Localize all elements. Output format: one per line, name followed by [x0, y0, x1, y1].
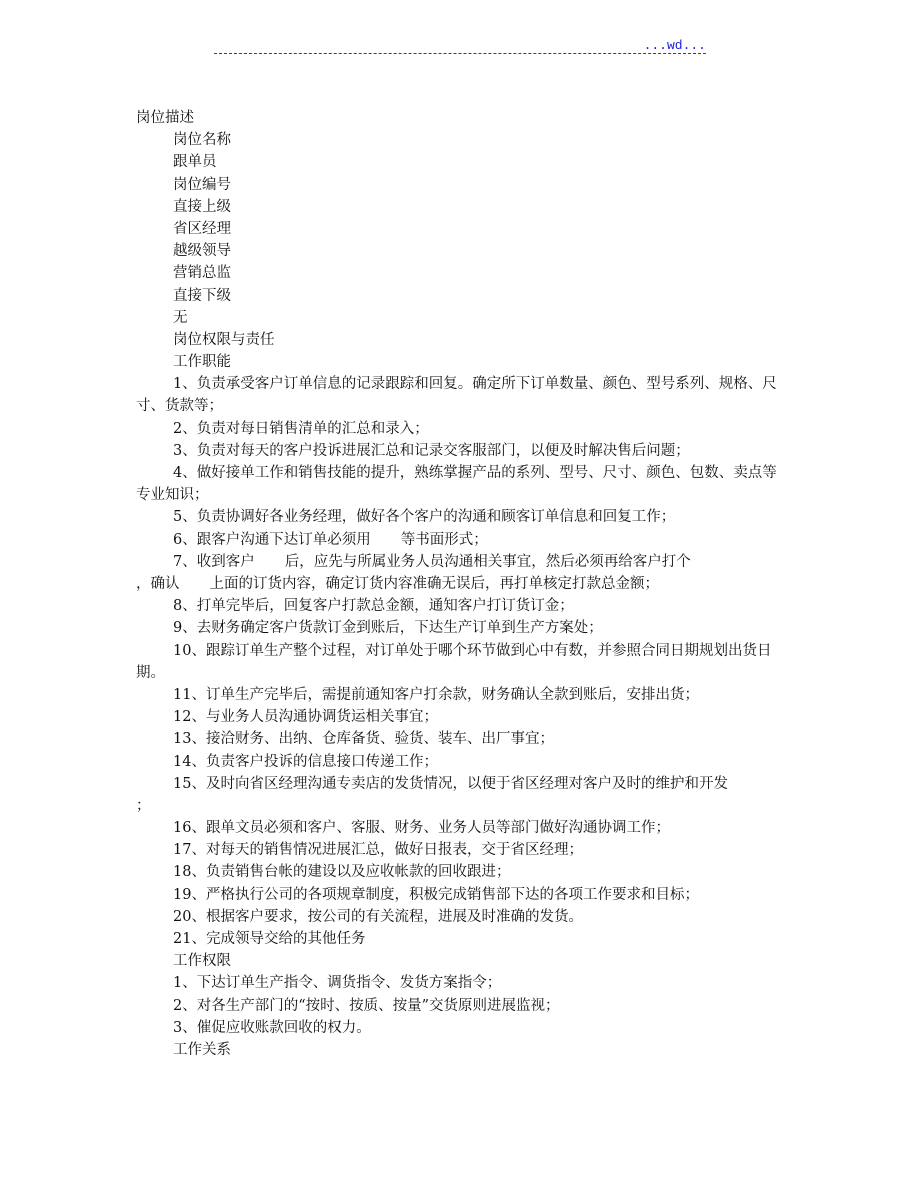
duty-item-2: 2、负责对每日销售清单的汇总和录入；	[173, 420, 429, 437]
duty-item-16: 16、跟单文员必须和客户、客服、财务、业务人员等部门做好沟通协调工作；	[173, 820, 670, 837]
duty-item-7-line-2	[136, 573, 786, 595]
duty-item-7-part-c: ，确认	[136, 576, 180, 592]
section-heading-relations: 工作关系	[173, 1041, 231, 1058]
duty-item-3: 3、负责对每天的客户投诉进展汇总和记录交客服部门，以便及时解决售后问题；	[173, 442, 690, 459]
duty-item-21: 21、完成领导交给的其他任务	[173, 931, 366, 948]
duty-item-7-part-a: 7、收到客户	[173, 553, 255, 570]
document-body	[136, 107, 786, 1061]
doc-title: 岗位描述	[136, 110, 194, 126]
section-heading-authority-responsibility: 岗位权限与责任	[173, 331, 275, 348]
duty-item-6-part-b: 等书面形式；	[400, 531, 488, 548]
duty-item-1: 1、负责承受客户订单信息的记录跟踪和回复。确定所下订单数量、颜色、型号系列、规格、尺寸、货款等；	[136, 376, 777, 415]
field-label-direct-superior: 直接上级	[173, 198, 231, 215]
field-value-skip-level-leader: 营销总监	[173, 265, 231, 282]
duty-item-9: 9、去财务确定客户货款订金到账后，下达生产订单到生产方案处；	[173, 620, 603, 637]
field-label-job-id: 岗位编号	[173, 176, 231, 193]
field-label-skip-level-leader: 越级领导	[173, 243, 231, 260]
section-heading-duties: 工作职能	[173, 354, 231, 371]
duty-item-7-line-1	[136, 551, 786, 573]
header-dashed-rule	[214, 53, 706, 54]
duty-item-14: 14、负责客户投诉的信息接口传递工作；	[173, 753, 438, 770]
field-label-direct-subordinate: 直接下级	[173, 287, 231, 304]
authority-item-1: 1、下达订单生产指令、调货指令、发货方案指令；	[173, 975, 502, 992]
section-heading-authority: 工作权限	[173, 953, 231, 970]
duty-item-10: 10、跟踪订单生产整个过程，对订单处于哪个环节做到心中有数，并参照合同日期规划出货日期。	[136, 642, 772, 681]
duty-item-7-part-d: 上面的订货内容，确定订货内容准确无误后，再打单核定打款总金额；	[209, 576, 659, 592]
duty-item-7-part-b: 后，应先与所属业务人员沟通相关事宜，然后必须再给客户打个	[284, 553, 691, 570]
field-value-direct-subordinate: 无	[173, 309, 188, 326]
page-header	[214, 38, 706, 58]
duty-item-8: 8、打单完毕后，回复客户打款总金额，通知客户打订货订金；	[173, 598, 574, 615]
duty-item-11: 11、订单生产完毕后，需提前通知客户打余款，财务确认全款到账后，安排出货；	[173, 686, 699, 703]
duty-item-6-part-a: 6、跟客户沟通下达订单必须用	[173, 531, 371, 548]
header-watermark-text: ...wd...	[643, 38, 706, 53]
authority-item-2: 2、对各生产部门的“按时、按质、按量”交货原则进展监视；	[173, 997, 560, 1014]
duty-item-5: 5、负责协调好各业务经理，做好各个客户的沟通和顾客订单信息和回复工作；	[173, 509, 676, 526]
duty-item-6	[136, 529, 786, 551]
authority-item-3: 3、催促应收账款回收的权力。	[173, 1019, 371, 1036]
duty-item-19: 19、严格执行公司的各项规章制度，积极完成销售部下达的各项工作要求和目标；	[173, 886, 699, 903]
field-value-job-name: 跟单员	[173, 154, 217, 171]
duty-item-17: 17、对每天的销售情况进展汇总，做好日报表，交于省区经理；	[173, 842, 583, 859]
duty-item-12: 12、与业务人员沟通协调货运相关事宜；	[173, 709, 438, 726]
duty-item-20: 20、根据客户要求，按公司的有关流程，进展及时准确的发货。	[173, 908, 583, 925]
field-value-direct-superior: 省区经理	[173, 220, 231, 237]
field-label-job-name: 岗位名称	[173, 132, 231, 149]
duty-item-15-trailing-semicolon: ；	[136, 797, 151, 814]
duty-item-4: 4、做好接单工作和销售技能的提升，熟练掌握产品的系列、型号、尺寸、颜色、包数、卖点等专业知识；	[136, 465, 777, 504]
duty-item-15: 15、及时向省区经理沟通专卖店的发货情况，以便于省区经理对客户及时的维护和开发	[173, 775, 728, 792]
duty-item-18: 18、负责销售台帐的建设以及应收帐款的回收跟进；	[173, 864, 511, 881]
duty-item-13: 13、接洽财务、出纳、仓库备货、验货、装车、出厂事宜；	[173, 731, 554, 748]
